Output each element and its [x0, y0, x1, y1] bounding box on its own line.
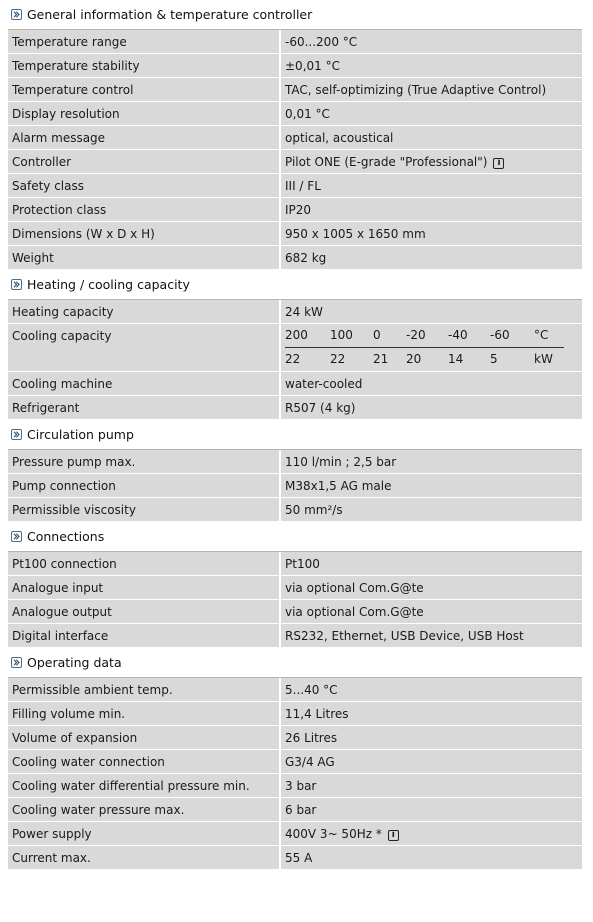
spec-value-text: IP20	[285, 202, 312, 217]
spec-label: Temperature control	[8, 78, 281, 102]
section-0	[8, 0, 582, 270]
table-row	[8, 78, 582, 102]
spec-label: Power supply	[8, 822, 281, 846]
spec-value	[281, 498, 582, 522]
spec-value-text: M38x1,5 AG male	[285, 478, 392, 493]
table-row	[8, 846, 582, 870]
spec-value-text: Pt100	[285, 556, 320, 571]
spec-label: Permissible viscosity	[8, 498, 281, 522]
section-title: Heating / cooling capacity	[27, 277, 190, 292]
temperature-cell: 100	[330, 324, 373, 348]
table-row	[8, 474, 582, 498]
capacity-cell: 20	[406, 352, 422, 366]
spec-value-text: 26 Litres	[285, 730, 338, 745]
spec-value-text: 11,4 Litres	[285, 706, 349, 721]
spec-table	[8, 450, 582, 522]
spec-value-text: -60...200 °C	[285, 34, 358, 49]
spec-value	[281, 150, 582, 174]
section-4	[8, 648, 582, 870]
spec-value	[281, 624, 582, 648]
spec-value	[281, 372, 582, 396]
table-row	[8, 798, 582, 822]
spec-label: Controller	[8, 150, 281, 174]
spec-value	[281, 126, 582, 150]
table-row	[8, 246, 582, 270]
table-row	[8, 624, 582, 648]
table-row	[8, 450, 582, 474]
table-row	[8, 576, 582, 600]
spec-table	[8, 552, 582, 648]
spec-value-text: Pilot ONE (E-grade "Professional")	[285, 154, 488, 169]
spec-value-text: 24 kW	[285, 304, 323, 319]
table-row	[8, 678, 582, 702]
spec-value	[281, 600, 582, 624]
table-row	[8, 726, 582, 750]
spec-value	[281, 450, 582, 474]
spec-value-text: optical, acoustical	[285, 130, 394, 145]
capacity-cell: kW	[534, 352, 553, 366]
info-icon[interactable]: i	[493, 158, 504, 169]
spec-label: Volume of expansion	[8, 726, 281, 750]
spec-value	[281, 54, 582, 78]
spec-value	[281, 474, 582, 498]
section-header[interactable]	[8, 0, 582, 30]
spec-value-text: via optional Com.G@te	[285, 604, 424, 619]
spec-label: Safety class	[8, 174, 281, 198]
chevron-right-icon[interactable]	[11, 429, 22, 440]
spec-value	[281, 102, 582, 126]
spec-label: Cooling water differential pressure min.	[8, 774, 281, 798]
chevron-right-icon[interactable]	[11, 531, 22, 542]
capacity-cell: 14	[448, 352, 464, 366]
table-row	[8, 372, 582, 396]
section-title: Circulation pump	[27, 427, 134, 442]
spec-label: Cooling machine	[8, 372, 281, 396]
table-row	[8, 324, 582, 372]
spec-value	[281, 576, 582, 600]
spec-value	[281, 798, 582, 822]
section-header[interactable]	[8, 420, 582, 450]
spec-label: Digital interface	[8, 624, 281, 648]
spec-label: Alarm message	[8, 126, 281, 150]
spec-value	[281, 222, 582, 246]
table-row	[8, 498, 582, 522]
spec-value-text: via optional Com.G@te	[285, 580, 424, 595]
table-row	[8, 822, 582, 846]
table-row	[8, 30, 582, 54]
temperature-cell: -40	[448, 324, 490, 348]
spec-table	[8, 30, 582, 270]
spec-label: Heating capacity	[8, 300, 281, 324]
spec-label: Temperature stability	[8, 54, 281, 78]
spec-value-text: R507 (4 kg)	[285, 400, 356, 415]
spec-value-text: 55 A	[285, 850, 313, 865]
spec-label: Permissible ambient temp.	[8, 678, 281, 702]
table-row	[8, 300, 582, 324]
temperature-cell: 200	[285, 324, 330, 348]
section-header[interactable]	[8, 270, 582, 300]
temperature-cell: -60	[490, 324, 534, 348]
section-1	[8, 270, 582, 420]
chevron-right-icon[interactable]	[11, 9, 22, 20]
spec-value	[281, 678, 582, 702]
spec-value	[281, 552, 582, 576]
spec-value	[281, 822, 582, 846]
spec-value-text: 50 mm²/s	[285, 502, 343, 517]
spec-value	[281, 726, 582, 750]
table-row	[8, 750, 582, 774]
spec-value	[281, 174, 582, 198]
spec-value	[281, 300, 582, 324]
spec-value-text: 682 kg	[285, 250, 327, 265]
spec-value-text: RS232, Ethernet, USB Device, USB Host	[285, 628, 524, 643]
table-row	[8, 54, 582, 78]
section-title: Connections	[27, 529, 105, 544]
section-title: Operating data	[27, 655, 122, 670]
table-row	[8, 102, 582, 126]
capacity-cell: 22	[285, 352, 301, 366]
spec-value	[281, 702, 582, 726]
spec-value-text: 0,01 °C	[285, 106, 330, 121]
table-row	[8, 396, 582, 420]
temperature-cell: -20	[406, 324, 448, 348]
spec-value-text: 5...40 °C	[285, 682, 338, 697]
spec-value-text: 110 l/min ; 2,5 bar	[285, 454, 397, 469]
spec-value-text: III / FL	[285, 178, 321, 193]
spec-value-text: TAC, self-optimizing (True Adaptive Control)	[285, 82, 547, 97]
spec-label: Weight	[8, 246, 281, 270]
spec-value	[281, 198, 582, 222]
cooling-capacity-grid	[281, 324, 582, 372]
spec-value	[281, 396, 582, 420]
table-row	[8, 702, 582, 726]
spec-label: Filling volume min.	[8, 702, 281, 726]
spec-value	[281, 846, 582, 870]
spec-label: Cooling water pressure max.	[8, 798, 281, 822]
spec-label: Analogue output	[8, 600, 281, 624]
capacity-cell: 21	[373, 352, 389, 366]
info-icon[interactable]: i	[388, 830, 399, 841]
spec-value	[281, 774, 582, 798]
spec-label: Temperature range	[8, 30, 281, 54]
spec-value	[281, 78, 582, 102]
spec-label: Dimensions (W x D x H)	[8, 222, 281, 246]
spec-value-text: water-cooled	[285, 376, 363, 391]
table-row	[8, 126, 582, 150]
table-row	[8, 552, 582, 576]
table-row	[8, 150, 582, 174]
temperature-cell: 0	[373, 324, 406, 348]
spec-value-text: G3/4 AG	[285, 754, 335, 769]
spec-label: Pressure pump max.	[8, 450, 281, 474]
temperature-cell: °C	[534, 324, 564, 348]
section-header[interactable]	[8, 648, 582, 678]
spec-label: Protection class	[8, 198, 281, 222]
spec-label: Cooling capacity	[8, 324, 281, 372]
chevron-right-icon[interactable]	[11, 657, 22, 668]
spec-value	[281, 30, 582, 54]
chevron-right-icon[interactable]	[11, 279, 22, 290]
section-2	[8, 420, 582, 522]
table-row	[8, 600, 582, 624]
section-header[interactable]	[8, 522, 582, 552]
spec-value-text: 6 bar	[285, 802, 317, 817]
spec-value-text: 400V 3~ 50Hz *	[285, 826, 382, 841]
spec-value-text: ±0,01 °C	[285, 58, 340, 73]
section-title: General information & temperature controller	[27, 7, 313, 22]
spec-label: Pump connection	[8, 474, 281, 498]
section-3	[8, 522, 582, 648]
table-row	[8, 222, 582, 246]
spec-label: Pt100 connection	[8, 552, 281, 576]
spec-label: Cooling water connection	[8, 750, 281, 774]
spec-value	[281, 750, 582, 774]
spec-label: Current max.	[8, 846, 281, 870]
spec-value-text: 3 bar	[285, 778, 317, 793]
spec-table	[8, 300, 582, 420]
spec-table	[8, 678, 582, 870]
capacity-cell: 22	[330, 352, 346, 366]
spec-label: Refrigerant	[8, 396, 281, 420]
table-row	[8, 198, 582, 222]
capacity-cell: 5	[490, 352, 498, 366]
spec-value-text: 950 x 1005 x 1650 mm	[285, 226, 426, 241]
spec-label: Display resolution	[8, 102, 281, 126]
spec-value	[281, 246, 582, 270]
table-row	[8, 174, 582, 198]
spec-label: Analogue input	[8, 576, 281, 600]
table-row	[8, 774, 582, 798]
